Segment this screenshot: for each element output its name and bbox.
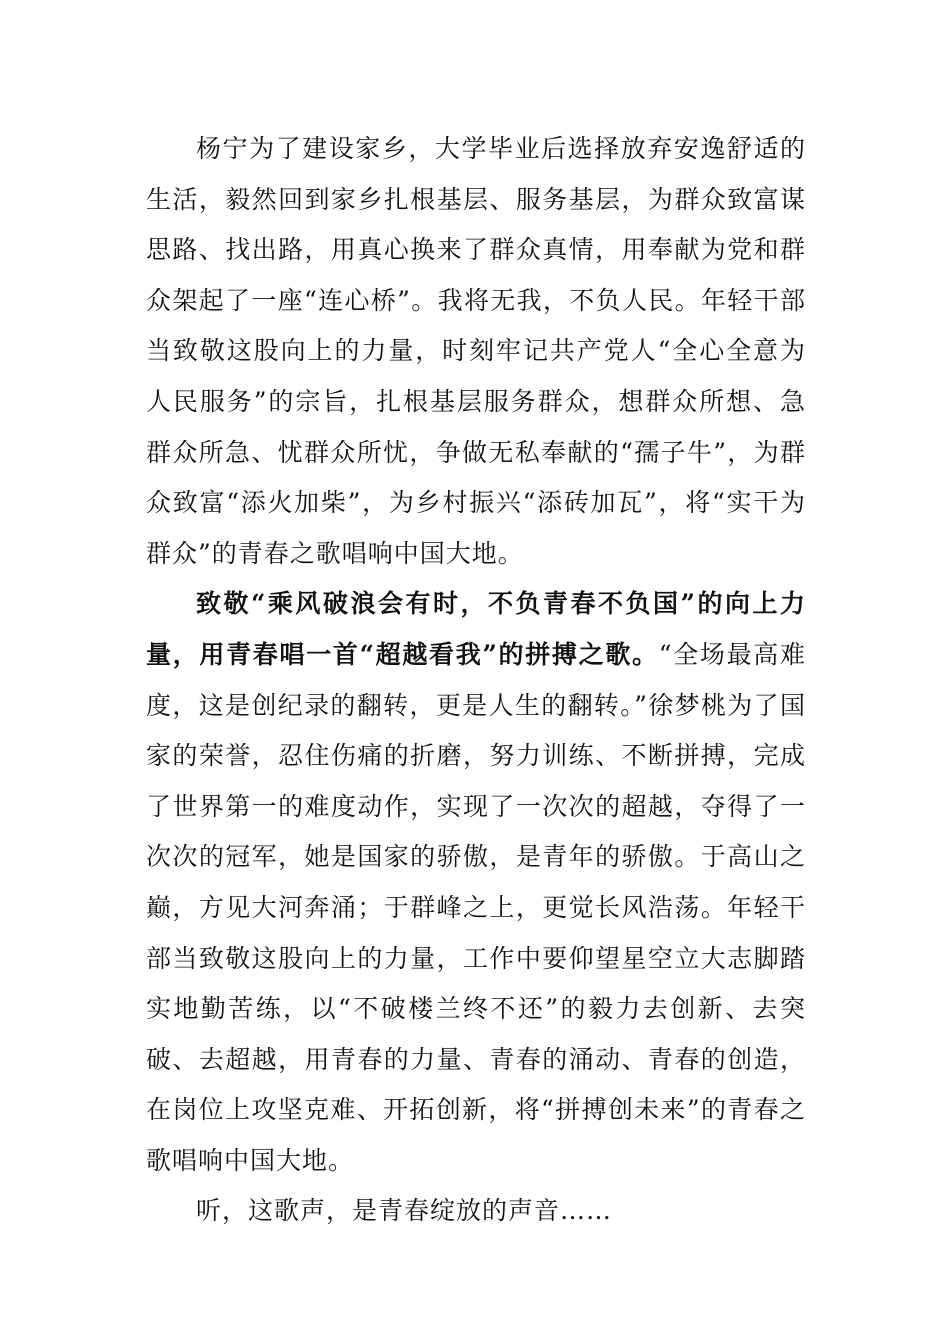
paragraph-2 <box>146 579 806 1186</box>
paragraph-1 <box>146 124 806 579</box>
paragraph-1-text: 杨宁为了建设家乡，大学毕业后选择放弃安逸舒适的生活，毅然回到家乡扎根基层、服务基层，为群众致富谋思路、找出路，用真心换来了群众真情，用奉献为党和群众架起了一座“连心桥”。我将无我，不负人民。年轻干部当致敬这股向上的力量，时刻牢记共产党人“全心全意为人民服务”的宗旨，扎根基层服务群众，想群众所想、急群众所急、忧群众所忧，争做无私奉献的“孺子牛”，为群众致富“添火加柴”，为乡村振兴“添砖加瓦”，将“实干为群众”的青春之歌唱响中国大地。 <box>146 134 806 568</box>
paragraph-3-text: 听，这歌声，是青春绽放的声音…… <box>196 1196 613 1226</box>
paragraph-2-bold-lead: 致敬“乘风破浪会有时，不负青春不负国”的向上力量，用青春唱一首“超越看我”的拼搏之歌。 <box>146 589 806 669</box>
paragraph-3 <box>146 1186 806 1237</box>
document-page <box>146 124 806 1237</box>
paragraph-2-text: “全场最高难度，这是创纪录的翻转，更是人生的翻转。”徐梦桃为了国家的荣誉，忍住伤痛的折磨，努力训练、不断拼搏，完成了世界第一的难度动作，实现了一次次的超越，夺得了一次次的冠军，她是国家的骄傲，是青年的骄傲。于高山之巅，方见大河奔涌；于群峰之上，更觉长风浩荡。年轻干部当致敬这股向上的力量，工作中要仰望星空立大志脚踏实地勤苦练，以“不破楼兰终不还”的毅力去创新、去突破、去超越，用青春的力量、青春的涌动、青春的创造，在岗位上攻坚克难、开拓创新，将“拼搏创未来”的青春之歌唱响中国大地。 <box>146 639 807 1175</box>
